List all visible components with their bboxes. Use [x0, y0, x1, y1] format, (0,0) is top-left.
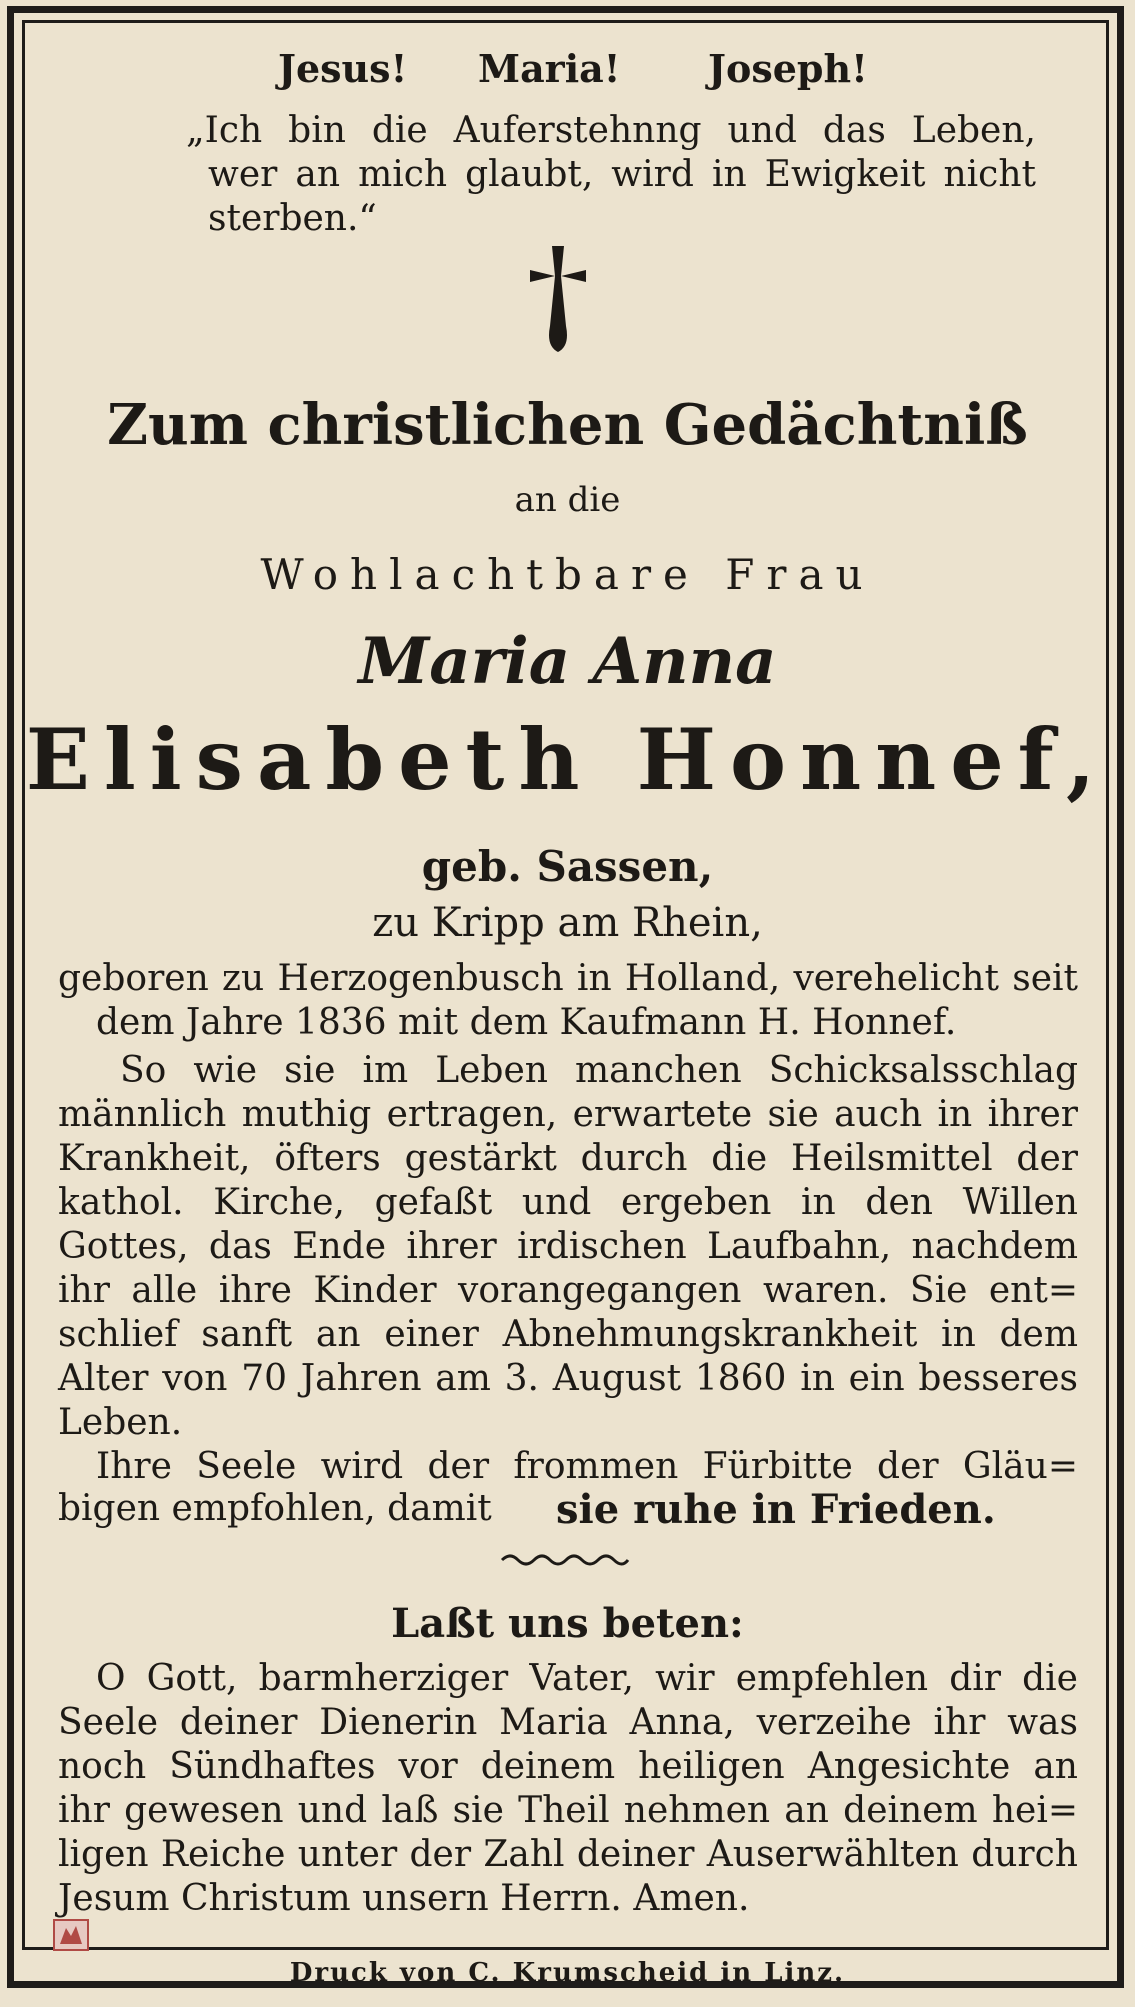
memorial-residence: zu Kripp am Rhein,: [372, 900, 763, 946]
header-maria: Maria!: [478, 46, 621, 91]
bio-line-2: dem Jahre 1836 mit dem Kaufmann H. Honnef.: [96, 1002, 957, 1043]
prayer-line-2: Seele deiner Dienerin Maria Anna, verzeihe ihr was: [58, 1702, 1078, 1743]
prayer-line-1: O Gott, barmherziger Vater, wir empfehlen dir die: [96, 1658, 1078, 1699]
para1-line-9: Leben.: [58, 1402, 183, 1443]
printer-credit: Druck von C. Krumscheid in Linz.: [289, 1958, 846, 1988]
bio-line-1: geboren zu Herzogenbusch in Holland, verehelicht seit: [58, 958, 1078, 999]
prayer-heading: Laßt uns beten:: [391, 1600, 744, 1647]
quote-line-2: wer an mich glaubt, wird in Ewigkeit nicht: [208, 154, 1036, 195]
para1-line-8: Alter von 70 Jahren am 3. August 1860 in ein besseres: [58, 1358, 1078, 1399]
quote-line-3: sterben.“: [208, 198, 377, 239]
cross-icon: [528, 246, 588, 352]
ornament-squiggle: [500, 1550, 630, 1568]
para2-line-1: Ihre Seele wird der frommen Fürbitte der Gläu=: [96, 1446, 1078, 1487]
memorial-first-names: Maria Anna: [358, 624, 777, 699]
para2-line-2-emphasis: sie ruhe in Frieden.: [556, 1486, 996, 1533]
para1-line-5: Gottes, das Ende ihrer irdischen Laufbahn, nachdem: [58, 1226, 1078, 1267]
memorial-title: Zum christlichen Gedächtniß: [107, 392, 1028, 458]
memorial-full-name: Elisabeth Honnef,: [25, 710, 1110, 809]
para1-line-6: ihr alle ihre Kinder vorangegangen waren. Sie ent=: [58, 1270, 1078, 1311]
quote-line-1: „Ich bin die Auferstehnng und das Leben,: [186, 110, 1036, 151]
prayer-line-6: Jesum Christum unsern Herrn. Amen.: [58, 1878, 750, 1919]
para1-line-1: So wie sie im Leben manchen Schicksalsschlag: [120, 1050, 1078, 1091]
prayer-line-3: noch Sündhaftes vor deinem heiligen Angesichte an: [58, 1746, 1078, 1787]
para1-line-7: schlief sanft an einer Abnehmungskrankheit in dem: [58, 1314, 1078, 1355]
memorial-honorific: Wohlachtbare Frau: [260, 550, 875, 599]
para1-line-4: kathol. Kirche, gefaßt und ergeben in den Willen: [58, 1182, 1078, 1223]
memorial-to: an die: [514, 480, 621, 520]
collection-stamp-icon: [52, 1918, 90, 1952]
prayer-line-4: ihr gewesen und laß sie Theil nehmen an deinem hei=: [58, 1790, 1078, 1831]
para2-line-2-start: bigen empfohlen, damit: [58, 1488, 492, 1529]
prayer-line-5: ligen Reiche unter der Zahl deiner Auserwählten durch: [58, 1834, 1078, 1875]
para1-line-2: männlich muthig ertragen, erwartete sie auch in ihrer: [58, 1094, 1078, 1135]
header-jesus: Jesus!: [278, 46, 408, 91]
para1-line-3: Krankheit, öfters gestärkt durch die Heilsmittel der: [58, 1138, 1078, 1179]
header-joseph: Joseph!: [708, 46, 868, 91]
memorial-birth-name: geb. Sassen,: [421, 842, 714, 891]
